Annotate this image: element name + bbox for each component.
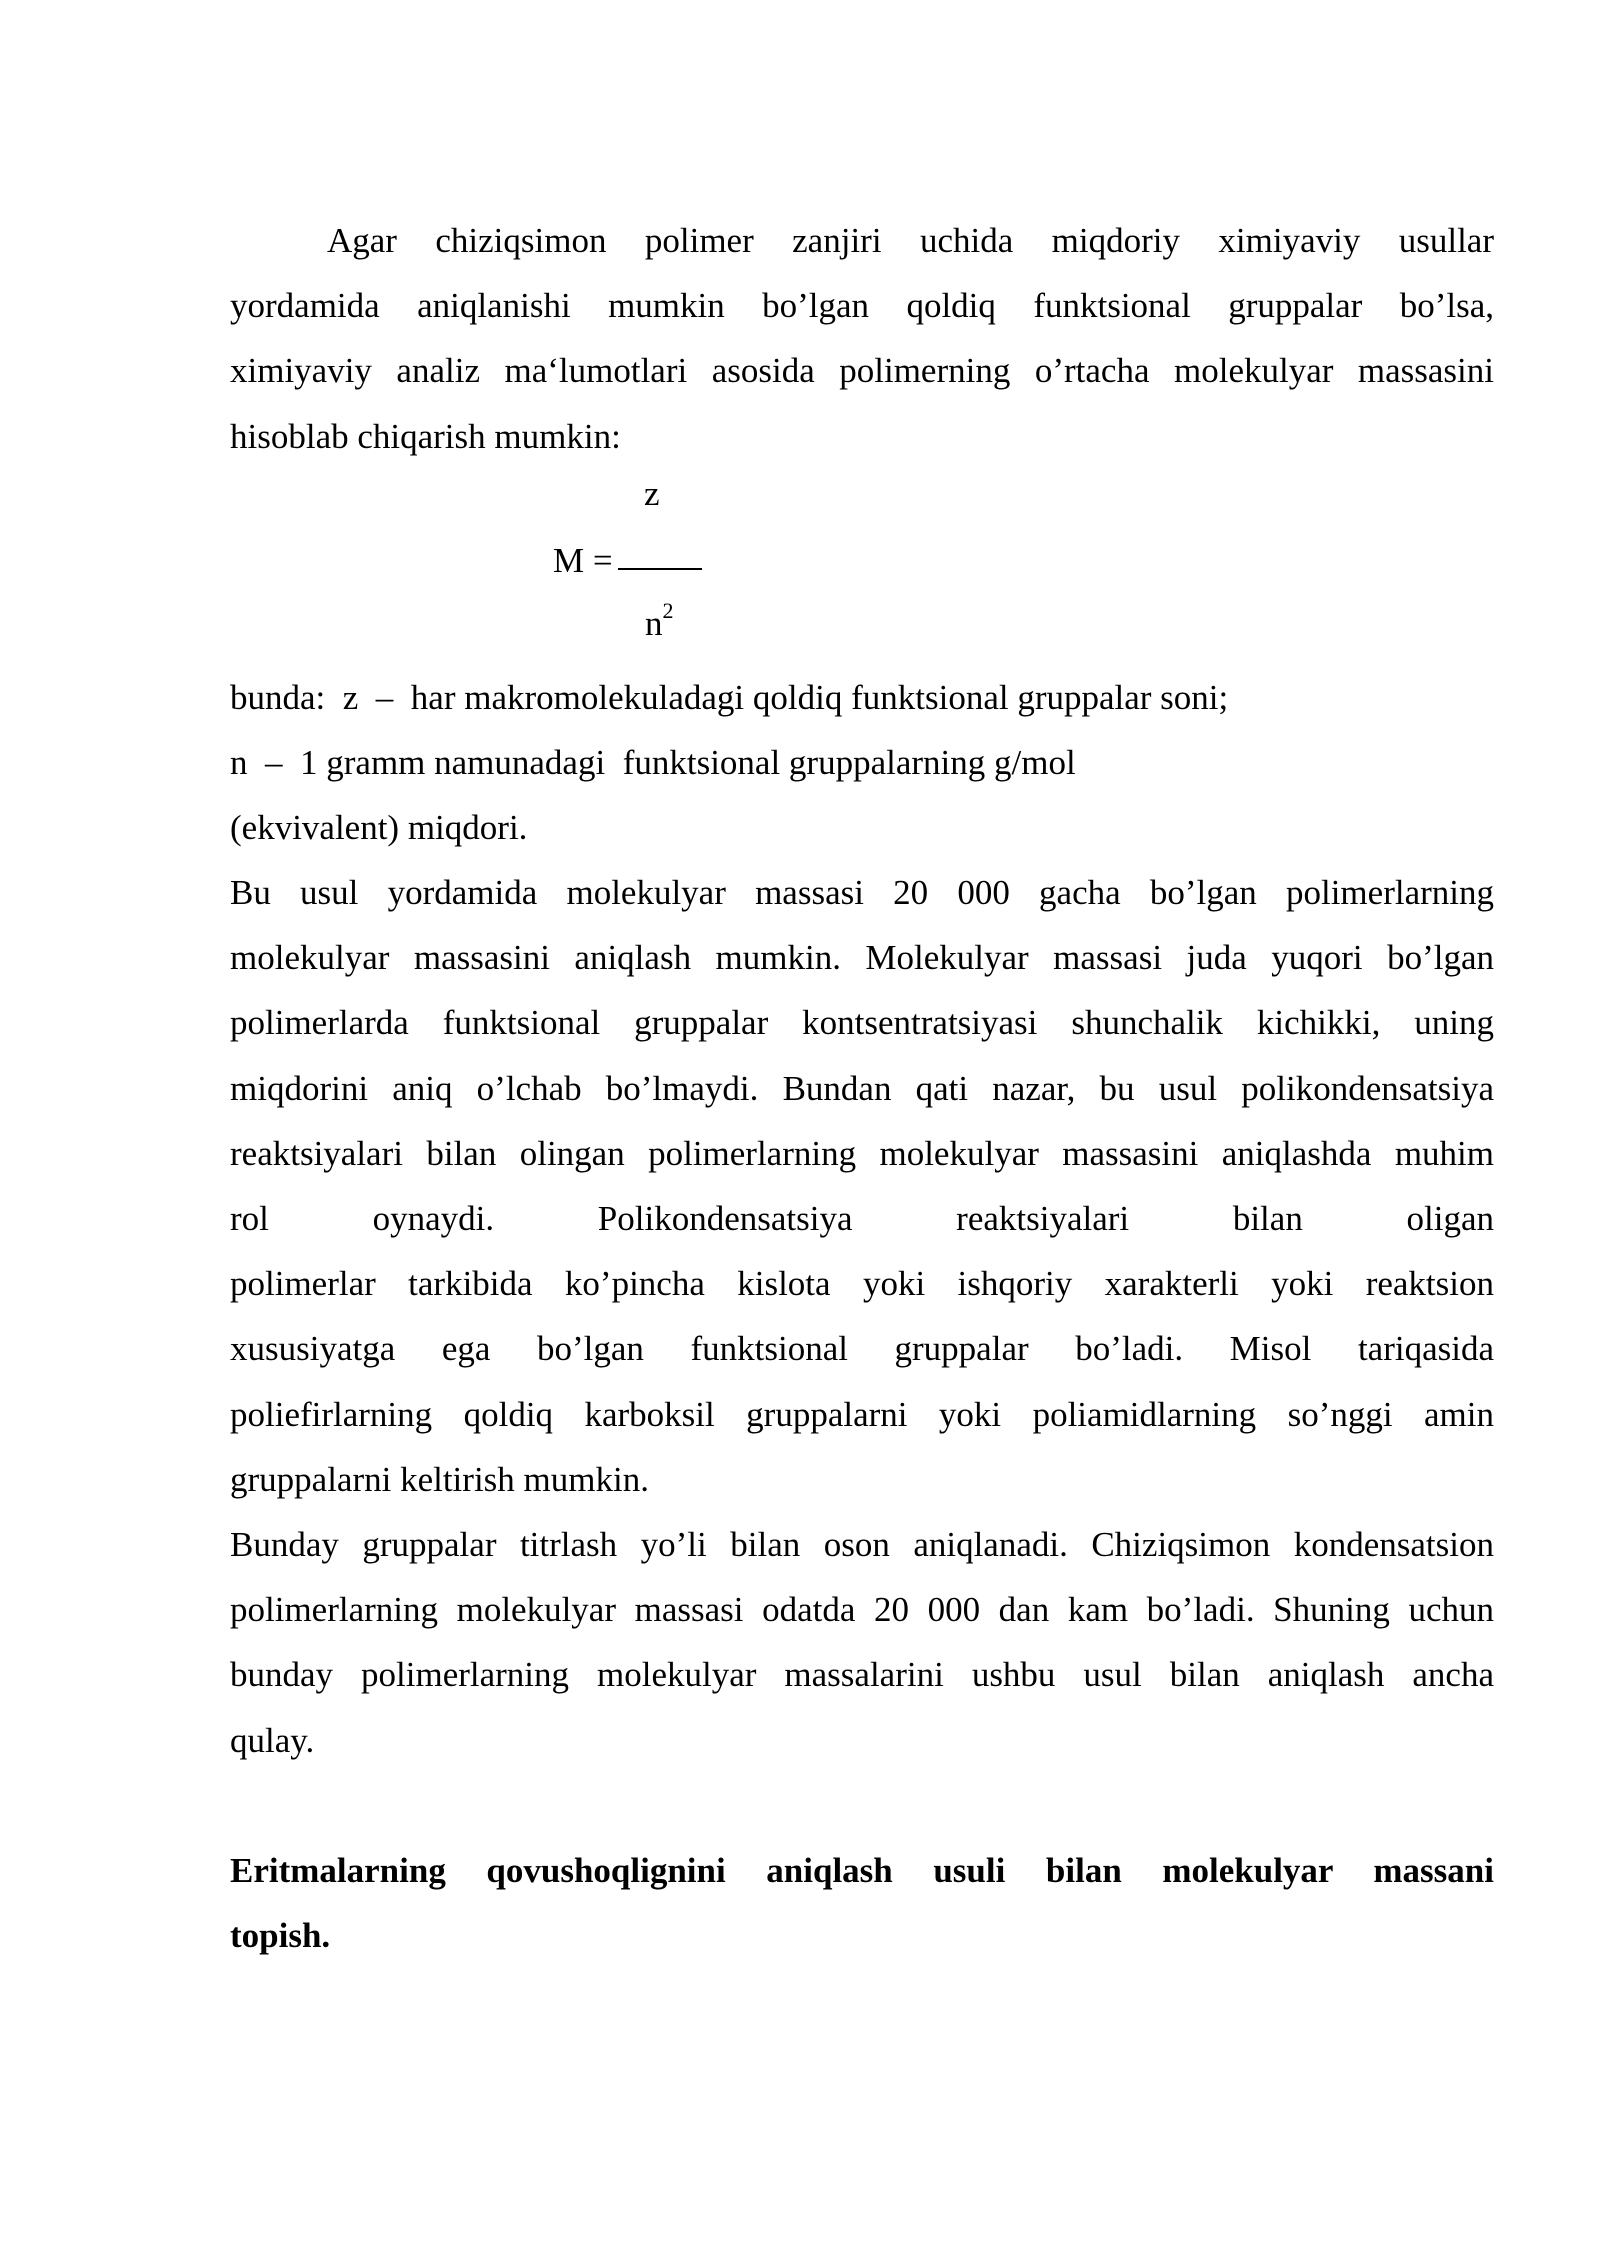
intro-paragraph [230,208,1494,469]
text-line: reaktsiyalari bilan olingan polimerlarning molekulyar massasini aniqlashda muhim [230,1133,1494,1173]
section-heading [230,1838,1494,1968]
text-line: ximiyaviy analiz ma‘lumotlari asosida polimerning o’rtacha molekulyar massasini [230,351,1494,391]
text-line: molekulyar massasini aniqlash mumkin. Molekulyar massasi juda yuqori bo’lgan [230,938,1494,978]
text-line: Agar chiziqsimon polimer zanjiri uchida miqdoriy ximiyaviy usullar [327,221,1494,260]
formula-numerator: z [644,474,660,513]
formula-denominator-exponent: 2 [662,598,674,623]
text-line: bunday polimerlarning molekulyar massalarini ushbu usul bilan aniqlash ancha [230,1655,1494,1695]
method-paragraph [230,860,1494,1512]
fraction-bar [618,568,702,570]
text-line: miqdorini aniq o’lchab bo’lmaydi. Bundan qati nazar, bu usul polikondensatsiya [230,1068,1494,1108]
text-line: polimerlarda funktsional gruppalar kontsentratsiyasi shunchalik kichikki, uning [230,1003,1494,1043]
formula-lhs: M = [553,541,613,580]
text-line: polimerlarning molekulyar massasi odatda 20 000 dan kam bo’ladi. Shuning uchun [230,1590,1494,1630]
text-line: hisoblab chiqarish mumkin: [230,416,621,456]
text-line: Bunday gruppalar titrlash yo’li bilan oson aniqlanadi. Chiziqsimon kondensatsion [230,1525,1494,1564]
text-line: yordamida aniqlanishi mumkin bo’lgan qoldiq funktsional gruppalar bo’lsa, [230,286,1494,326]
formula-denominator-base: n [645,604,663,643]
text-line: Bu usul yordamida molekulyar massasi 20 000 gacha bo’lgan polimerlarning [230,873,1494,912]
text-line: gruppalarni keltirish mumkin. [230,1459,649,1499]
definition-n-continued: (ekvivalent) miqdori. [230,808,528,848]
text-line: xususiyatga ega bo’lgan funktsional gruppalar bo’ladi. Misol tariqasida [230,1329,1494,1369]
formula-denominator [645,598,674,644]
text-line: rol oynaydi. Polikondensatsiya reaktsiyalari bilan oligan [230,1199,1494,1239]
text-line: qulay. [230,1720,315,1760]
definition-n: n – 1 gramm namunadagi funktsional gruppalarning g/mol [230,743,1076,783]
text-line: polimerlar tarkibida ko’pincha kislota yoki ishqoriy xarakterli yoki reaktsion [230,1264,1494,1304]
conclusion-paragraph [230,1512,1494,1773]
definitions [230,665,1494,861]
heading-line: Eritmalarning qovushoqlignini aniqlash usuli bilan molekulyar massani [230,1851,1494,1890]
heading-line: topish. [230,1916,331,1956]
text-line: poliefirlarning qoldiq karboksil gruppalarni yoki poliamidlarning so’nggi amin [230,1394,1494,1434]
definition-z: bunda: z – har makromolekuladagi qoldiq funktsional gruppalar soni; [230,678,1229,717]
